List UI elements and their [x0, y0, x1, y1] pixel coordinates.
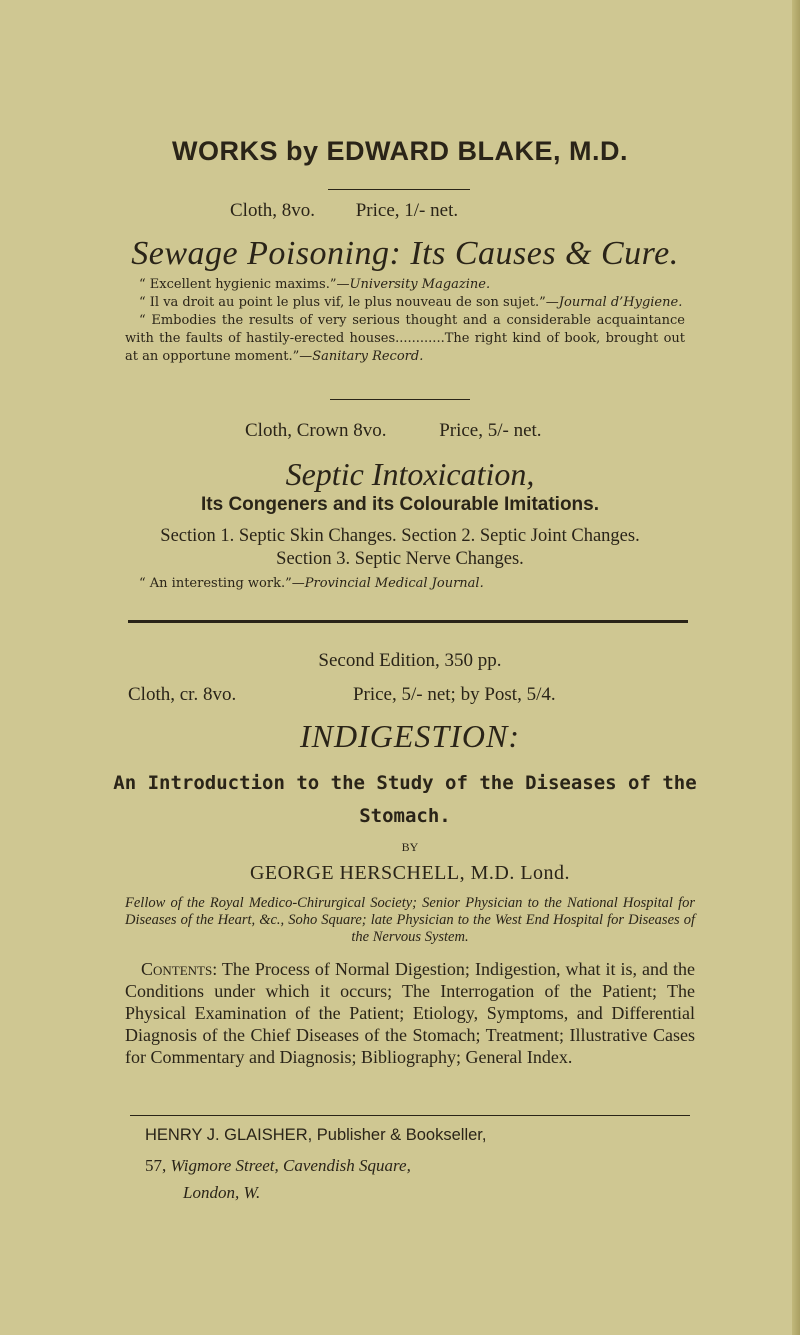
page-edge [792, 0, 800, 1335]
book2-sections-2: Section 3. Septic Nerve Changes. [276, 549, 524, 569]
review-quote: “ Excellent hygienic maxims.”— [139, 277, 350, 292]
review-quote: “ Embodies the results of very serious thought and a considerable acquaintance with the faults of hastily-erected houses............The right kind of book, brought out at an opportune moment.”— [125, 313, 685, 364]
book1-title: Sewage Poisoning: Its Causes & Cure. [131, 235, 679, 272]
street: Wigmore Street, Cavendish Square, [170, 1156, 411, 1175]
review-source: Sanitary Record. [312, 349, 424, 364]
divider [130, 1115, 690, 1116]
book3-edition: Second Edition, 350 pp. [318, 650, 502, 671]
divider [330, 399, 470, 400]
author-credentials: Fellow of the Royal Medico-Chirurgical Society; Senior Physician to the National Hospital for Diseases of the Heart, &c., Soho Square; late Physician to the West End Hospital for Diseases of the Nervous System. [125, 895, 695, 945]
review-quote: “ Il va droit au point le plus vif, le plus nouveau de son sujet.”— [139, 295, 559, 310]
street-number: 57, [145, 1156, 167, 1175]
book2-binding: Cloth, Crown 8vo. [245, 420, 387, 441]
page-title: WORKS by EDWARD BLAKE, M.D. [172, 136, 628, 166]
publisher-address [145, 1156, 745, 1176]
book2-subtitle: Its Congeners and its Colourable Imitations. [201, 494, 599, 515]
contents-label: Contents [141, 959, 213, 979]
contents-text: : The Process of Normal Digestion; Indigestion, what it is, and the Conditions under which it occurs; The Interrogation of the Patient; The Physical Examination of the Patient; Etiology, Symptoms, and Differential Diagnosis of the Chief Diseases of the Stomach; Treatment; Illustrative Cases for Commentary and Diagnosis; Bibliography; General Index. [125, 959, 695, 1067]
book2-binding-price [245, 420, 665, 442]
review-source: University Magazine. [349, 277, 491, 292]
book3-price: Price, 5/- net; by Post, 5/4. [352, 684, 556, 705]
book2-price: Price, 5/- net. [439, 420, 542, 441]
by-label: BY [401, 840, 419, 854]
divider [328, 189, 470, 190]
book3-subtitle-2: Stomach. [359, 805, 451, 827]
book1-price: Price, 1/- net. [355, 200, 459, 221]
publisher-city: London, W. [183, 1183, 261, 1202]
book1-reviews [125, 276, 685, 366]
book3-title: INDIGESTION: [300, 718, 520, 754]
book3-binding: Cloth, cr. 8vo. [128, 684, 237, 705]
book2-sections-1: Section 1. Septic Skin Changes. Section 2. Septic Joint Changes. [160, 526, 640, 546]
review-source: Provincial Medical Journal. [304, 576, 484, 591]
book1-binding: Cloth, 8vo. [230, 200, 315, 221]
review-source: Journal d’Hygiene. [558, 295, 683, 310]
review-quote: “ An interesting work.”— [139, 576, 305, 591]
book3-subtitle-1: An Introduction to the Study of the Diseases of the [113, 772, 697, 794]
book2-title: Septic Intoxication, [285, 456, 535, 492]
book1-binding-price [230, 200, 650, 222]
thick-divider [128, 620, 688, 623]
book3-contents [125, 958, 695, 1068]
publisher-name: HENRY J. GLAISHER, Publisher & Bookseller, [145, 1126, 487, 1144]
book3-binding-price [128, 684, 708, 706]
book2-review [125, 575, 685, 593]
author-name: GEORGE HERSCHELL, M.D. Lond. [249, 862, 571, 884]
